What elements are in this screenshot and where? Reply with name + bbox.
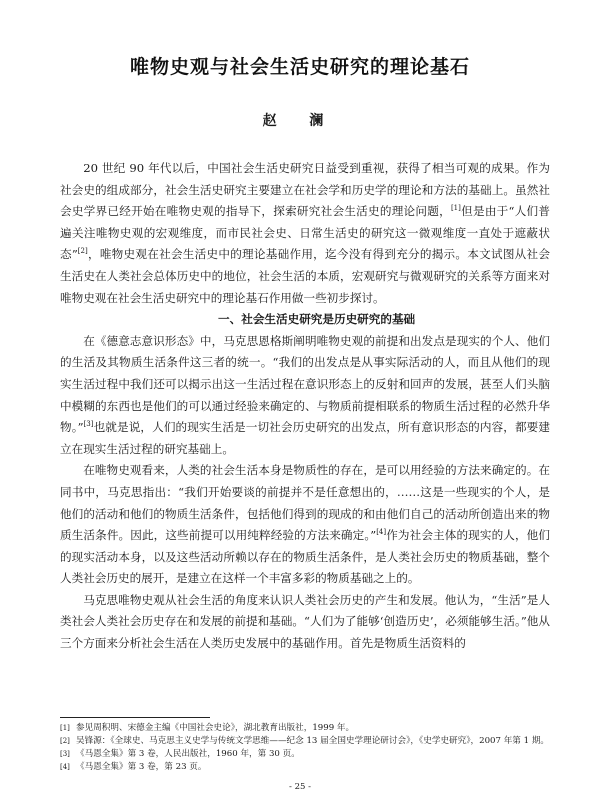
- footnote-text: 吴锋源：《全球史、马克思主义史学与传统文学思维——纪念 13 届全国史学理论研讨会》，《史学史研究》，2007 年第 1 期。: [76, 736, 550, 746]
- article-body: [60, 158, 550, 655]
- footnote-item: [60, 761, 550, 774]
- footnote-item: [60, 722, 550, 735]
- body-paragraph: [60, 590, 550, 655]
- article-author: 赵 澜: [262, 113, 338, 129]
- footnote-mark: [2]: [60, 737, 70, 745]
- paragraph-text: 但是由于“人们普遍关注唯物史观的宏观维度，而市民社会史、日常生活史的研究这一微观维度一直处于遮蔽状态”: [60, 204, 550, 262]
- footnote-text: 《马恩全集》第 3 卷，人民出版社，1960 年，第 30 页。: [76, 749, 300, 759]
- article-title: 唯物史观与社会生活史研究的理论基石: [129, 56, 470, 78]
- section-heading: [60, 309, 550, 331]
- footnote-item: [60, 735, 550, 748]
- paragraph-text: 一、社会生活史研究是历史研究的基础: [218, 312, 416, 327]
- footnote-reference[interactable]: [2]: [77, 247, 88, 256]
- footnote-item: [60, 748, 550, 761]
- paragraph-text: 作为社会主体的现实的人，他们的现实活动本身，以及这些活动所赖以存在的物质生活条件，是人类社会历史的物质基础，整个人类社会历史的展开，是建立在这样一个丰富多彩的物质基础之上的。: [60, 528, 550, 586]
- footnote-mark: [4]: [60, 763, 70, 771]
- footnote-mark: [1]: [60, 724, 70, 732]
- footnote-reference[interactable]: [3]: [83, 420, 94, 429]
- paragraph-text: 马克思唯物史观从社会生活的角度来认识人类社会历史的产生和发展。他认为，“生活”是人类社会人类社会历史存在和发展的前提和基础。“人们为了能够‘创造历史’，必须能够生活。”他从三个方面来分析社会生活在人类历史发展中的基础作用。首先是物质生活资料的: [60, 592, 550, 651]
- footnotes: [60, 722, 550, 774]
- footnote-text: 《马恩全集》第 3 卷，第 23 页。: [76, 762, 207, 772]
- footnote-reference[interactable]: [4]: [376, 528, 387, 537]
- footnote-divider: [60, 717, 210, 718]
- paragraph-text: 也就是说，人们的现实生活是一切社会历史研究的出发点，所有意识形态的内容，都要建立在现实生活过程的研究基础上。: [60, 420, 550, 456]
- footnote-text: 参见周积明、宋德金主编《中国社会史论》，湖北教育出版社，1999 年。: [76, 723, 355, 733]
- paragraph-text: 在《德意志意识形态》中，马克思恩格斯阐明唯物史观的前提和出发点是现实的个人、他们的生活及其物质生活条件这三者的统一。“我们的出发点是从事实际活动的人，而且从他们的现实生活过程中我们还可以揭示出这一生活过程在意识形态上的反射和回声的发展，甚至人们头脑中模糊的东西也是他们的可以通过经验来确定的、与物质前提相联系的物质生活过程的必然升华物。”: [60, 333, 550, 435]
- paragraph-text: 在唯物史观看来，人类的社会生活本身是物质性的存在，是可以用经验的方法来确定的。在同书中，马克思指出：“我们开始要谈的前提并不是任意想出的，……这是一些现实的个人，是他们的活动和他们的物质生活条件，包括他们得到的现成的和由他们自己的活动所创造出来的物质生活条件。因此，这些前提可以用纯粹经验的方法来确定。”: [60, 463, 550, 543]
- body-paragraph: [60, 460, 550, 590]
- page-number: - 25 -: [289, 782, 311, 792]
- body-paragraph: [60, 331, 550, 461]
- paragraph-text: 20 世纪 90 年代以后，中国社会生活史研究日益受到重视，获得了相当可观的成果。作为社会史的组成部分，社会生活史研究主要建立在社会学和历史学的理论和方法的基础上。虽然社会史学界已经开始在唯物史观的指导下，探索研究社会生活史的理论问题，: [60, 161, 550, 219]
- footnote-mark: [3]: [60, 750, 70, 758]
- footnote-reference[interactable]: [1]: [450, 204, 461, 213]
- paragraph-text: ，唯物史观在社会生活史中的理论基础作用，迄今没有得到充分的揭示。本文试图从社会生活史在人类社会总体历史中的地位，社会生活的本质，宏观研究与微观研究的关系等方面来对唯物史观在社会生活史研究中的理论基石作用做一些初步探讨。: [60, 247, 550, 305]
- body-paragraph: [60, 158, 550, 309]
